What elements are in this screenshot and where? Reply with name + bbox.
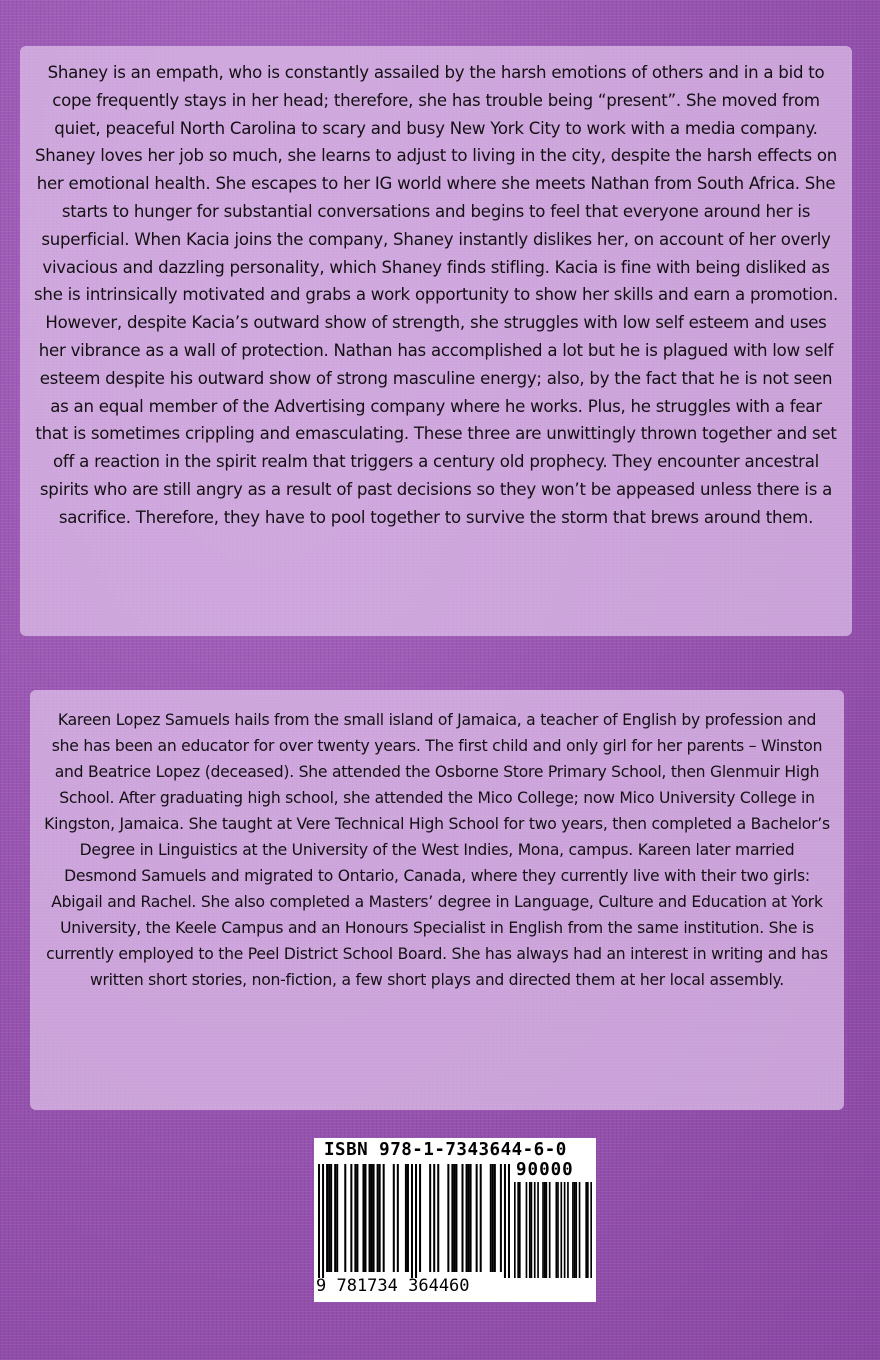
barcode-bar xyxy=(405,1164,407,1272)
barcode-bar xyxy=(371,1164,373,1272)
addon-barcode-bars xyxy=(514,1182,592,1278)
barcode-bar xyxy=(504,1164,506,1278)
author-bio-panel xyxy=(30,690,844,1110)
barcode-bar xyxy=(328,1164,330,1272)
barcode-bar xyxy=(468,1164,470,1272)
barcode-bar xyxy=(529,1182,531,1278)
barcode-bar xyxy=(587,1182,589,1278)
barcode-bar xyxy=(350,1164,352,1272)
barcode-bar xyxy=(415,1164,417,1278)
barcode-bar xyxy=(585,1182,587,1278)
barcode-bar xyxy=(500,1164,502,1272)
barcode-bar xyxy=(476,1164,478,1272)
barcode-bar xyxy=(574,1182,576,1278)
barcode-bar xyxy=(334,1164,336,1272)
barcode-bar xyxy=(555,1182,557,1278)
barcode-bar xyxy=(377,1164,379,1272)
barcode-bar xyxy=(373,1164,375,1272)
barcode-bar xyxy=(537,1182,539,1278)
barcode-bar xyxy=(544,1182,546,1278)
barcode-bar xyxy=(519,1182,521,1278)
barcode-bar xyxy=(480,1164,482,1272)
barcode-bar xyxy=(369,1164,371,1272)
barcode-bar xyxy=(326,1164,328,1272)
barcode-bar xyxy=(490,1164,492,1272)
barcode-bar xyxy=(534,1182,536,1278)
barcode-bar xyxy=(429,1164,431,1272)
barcode-bar xyxy=(567,1182,569,1278)
barcode-bar xyxy=(362,1164,364,1272)
barcode-bar xyxy=(344,1164,346,1272)
barcode-bar xyxy=(451,1164,453,1272)
barcode-bar xyxy=(517,1182,519,1278)
barcode-bar xyxy=(419,1164,421,1272)
barcode-bar xyxy=(453,1164,455,1272)
barcode-bar xyxy=(466,1164,468,1272)
barcode-bar xyxy=(447,1164,449,1272)
barcode-bar xyxy=(494,1164,496,1272)
barcode-bar xyxy=(364,1164,366,1272)
barcode-bar xyxy=(564,1182,566,1278)
barcode-bar xyxy=(579,1182,581,1278)
ean-digits: 9 781734 364460 xyxy=(316,1276,470,1296)
barcode-bar xyxy=(379,1164,381,1272)
barcode-bar xyxy=(330,1164,332,1272)
isbn-barcode xyxy=(314,1138,596,1302)
synopsis-text: Shaney is an empath, who is constantly assailed by the harsh emotions of others and in a bid to cope frequently stays in her head; therefore, she has trouble being “present”. She moved from quiet, peaceful North Carolina to scary and busy New York City to work with a media company. Shaney loves her job so much, she learns to adjust to living in the city, despite the harsh effects on her emotional health. She escapes to her IG world where she meets Nathan from South Africa. She starts to hunger for substantial conversations and begins to feel that everyone around her is superficial. When Kacia joins the company, Shaney instantly dislikes her, on account of her overly vivacious and dazzling personality, which Shaney finds stifling. Kacia is fine with being disliked as she is intrinsically motivated and grabs a work opportunity to show her skills and earn a promotion. However, despite Kacia’s outward show of strength, she struggles with low self esteem and uses her vibrance as a wall of protection. Nathan has accomplished a lot but he is plagued with low self esteem despite his outward show of strong masculine energy; also, by the fact that he is not seen as an equal member of the Advertising company where he works. Plus, he struggles with a fear that is sometimes crippling and emasculating. These three are unwittingly thrown together and set off a reaction in the spirit realm that triggers a century old prophecy. They encounter ancestral spirits who are still angry as a result of past decisions so they won’t be appeased unless there is a sacrifice. Therefore, they have to pool together to survive the storm that brews around them. xyxy=(34,63,838,527)
barcode-bar xyxy=(549,1182,551,1278)
barcode-bar xyxy=(508,1164,510,1278)
barcode-bar xyxy=(526,1182,528,1278)
price-code: 90000 xyxy=(516,1160,574,1180)
barcode-bar xyxy=(433,1164,435,1272)
barcode-bar xyxy=(354,1164,356,1272)
author-bio-text: Kareen Lopez Samuels hails from the small island of Jamaica, a teacher of English by profession and she has been an educator for over twenty years. The first child and only girl for her parents – Winston and Beatrice Lopez (deceased). She attended the Osborne Store Primary School, then Glenmuir High School. After graduating high school, she attended the Mico College; now Mico University College in Kingston, Jamaica. She taught at Vere Technical High School for two years, then completed a Bachelor’s Degree in Linguistics at the University of the West Indies, Mona, campus. Kareen later married Desmond Samuels and migrated to Ontario, Canada, where they currently live with their two girls: Abigail and Rachel. She also completed a Masters’ degree in Language, Culture and Education at York University, the Keele Campus and an Honours Specialist in English from the same institution. She is currently employed to the Peel District School Board. She has always had an interest in writing and has written short stories, non-fiction, a few short plays and directed them at her local assembly. xyxy=(44,711,830,989)
barcode-bar xyxy=(546,1182,548,1278)
barcode-bar xyxy=(393,1164,395,1272)
synopsis-panel xyxy=(20,46,852,636)
barcode-bar xyxy=(407,1164,409,1272)
barcode-bar xyxy=(318,1164,320,1278)
barcode-bar xyxy=(557,1182,559,1278)
barcode-bar xyxy=(356,1164,358,1272)
barcode-bar xyxy=(531,1182,533,1278)
barcode-bar xyxy=(383,1164,385,1272)
barcode-bar xyxy=(572,1182,574,1278)
barcode-bar xyxy=(560,1182,562,1278)
barcode-bar xyxy=(411,1164,413,1278)
barcode-bar xyxy=(322,1164,324,1278)
barcode-bar xyxy=(470,1164,472,1272)
isbn-label: ISBN 978-1-7343644-6-0 xyxy=(324,1140,567,1160)
barcode-bar xyxy=(437,1164,439,1272)
barcode-bar xyxy=(492,1164,494,1272)
barcode-bar xyxy=(461,1164,463,1272)
barcode-bar xyxy=(514,1182,516,1278)
barcode-bar xyxy=(542,1182,544,1278)
barcode-bar xyxy=(336,1164,338,1272)
barcode-bar xyxy=(397,1164,399,1272)
barcode-bar xyxy=(455,1164,457,1272)
barcode-bar xyxy=(575,1182,577,1278)
barcode-bar xyxy=(590,1182,592,1278)
ean13-barcode-bars xyxy=(318,1164,510,1278)
